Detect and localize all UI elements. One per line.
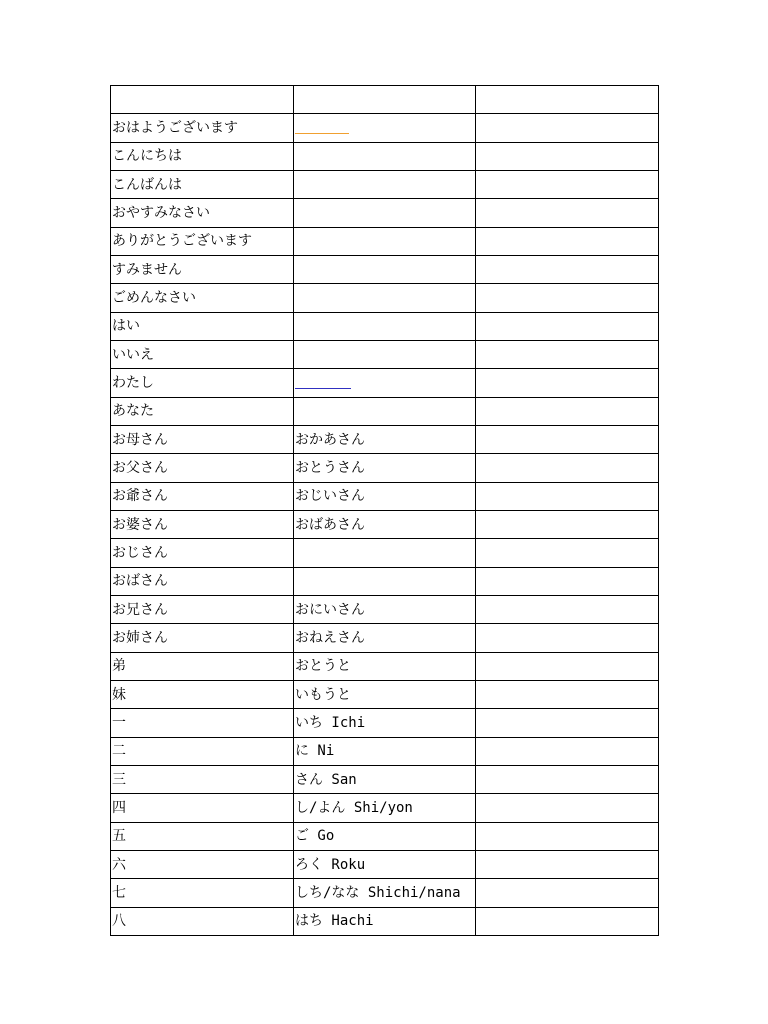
vocabulary-table-body [111,86,659,936]
notes-cell [476,255,659,283]
term-cell: おばさん [111,567,294,595]
notes-cell [476,312,659,340]
notes-cell [476,879,659,907]
term-cell: はい [111,312,294,340]
reading-cell [294,567,476,595]
term-cell: こんにちは [111,142,294,170]
fill-in-blank-line [295,388,351,389]
table-row [111,86,659,114]
reading-cell: おかあさん [294,425,476,453]
reading-cell [294,312,476,340]
reading-cell: おばあさん [294,510,476,538]
term-cell: おじさん [111,539,294,567]
notes-cell [476,425,659,453]
term-cell: 五 [111,822,294,850]
table-row [111,539,659,567]
reading-cell: おとうさん [294,454,476,482]
table-row [111,794,659,822]
term-cell [111,86,294,114]
term-cell: 三 [111,765,294,793]
notes-cell [476,737,659,765]
reading-cell: し/よん Shi/yon [294,794,476,822]
table-row [111,284,659,312]
table-row [111,312,659,340]
reading-cell: おねえさん [294,624,476,652]
term-cell: お婆さん [111,510,294,538]
notes-cell [476,369,659,397]
reading-cell: ご Go [294,822,476,850]
notes-cell [476,765,659,793]
notes-cell [476,567,659,595]
notes-cell [476,680,659,708]
notes-cell [476,595,659,623]
notes-cell [476,907,659,935]
table-row [111,822,659,850]
term-cell: 六 [111,850,294,878]
notes-cell [476,454,659,482]
notes-cell [476,539,659,567]
table-row [111,907,659,935]
term-cell: わたし [111,369,294,397]
notes-cell [476,227,659,255]
reading-cell: おじいさん [294,482,476,510]
notes-cell [476,850,659,878]
term-cell: あなた [111,397,294,425]
reading-cell: いち Ichi [294,709,476,737]
reading-cell [294,227,476,255]
reading-cell [294,199,476,227]
table-row [111,680,659,708]
reading-cell [294,284,476,312]
notes-cell [476,397,659,425]
reading-cell: おにいさん [294,595,476,623]
notes-cell [476,199,659,227]
table-row [111,567,659,595]
term-cell: お兄さん [111,595,294,623]
term-cell: ありがとうございます [111,227,294,255]
notes-cell [476,709,659,737]
table-row [111,454,659,482]
notes-cell [476,482,659,510]
table-row [111,737,659,765]
term-cell: いいえ [111,340,294,368]
notes-cell [476,794,659,822]
notes-cell [476,284,659,312]
notes-cell [476,142,659,170]
table-row [111,652,659,680]
reading-cell: に Ni [294,737,476,765]
term-cell: 二 [111,737,294,765]
table-row [111,510,659,538]
notes-cell [476,510,659,538]
table-row [111,709,659,737]
term-cell: おやすみなさい [111,199,294,227]
reading-cell [294,397,476,425]
term-cell: すみません [111,255,294,283]
reading-cell: いもうと [294,680,476,708]
notes-cell [476,340,659,368]
notes-cell [476,624,659,652]
notes-cell [476,652,659,680]
reading-cell: おとうと [294,652,476,680]
table-row [111,425,659,453]
reading-cell [294,114,476,142]
reading-cell [294,170,476,198]
term-cell: お父さん [111,454,294,482]
notes-cell [476,170,659,198]
notes-cell [476,114,659,142]
term-cell: 一 [111,709,294,737]
table-row [111,170,659,198]
table-row [111,369,659,397]
reading-cell [294,539,476,567]
reading-cell: さん San [294,765,476,793]
reading-cell [294,255,476,283]
reading-cell: しち/なな Shichi/nana [294,879,476,907]
term-cell: こんばんは [111,170,294,198]
table-row [111,227,659,255]
term-cell: 四 [111,794,294,822]
reading-cell [294,142,476,170]
reading-cell [294,369,476,397]
term-cell: お爺さん [111,482,294,510]
term-cell: お母さん [111,425,294,453]
term-cell: おはようございます [111,114,294,142]
table-row [111,595,659,623]
reading-cell [294,340,476,368]
table-row [111,624,659,652]
table-row [111,114,659,142]
reading-cell: ろく Roku [294,850,476,878]
table-row [111,850,659,878]
table-row [111,142,659,170]
notes-cell [476,86,659,114]
table-row [111,255,659,283]
fill-in-blank-line [295,133,349,134]
table-row [111,397,659,425]
table-row [111,482,659,510]
notes-cell [476,822,659,850]
vocabulary-table [110,85,659,936]
table-row [111,765,659,793]
term-cell: ごめんなさい [111,284,294,312]
table-row [111,199,659,227]
term-cell: 妹 [111,680,294,708]
term-cell: 七 [111,879,294,907]
term-cell: お姉さん [111,624,294,652]
term-cell: 八 [111,907,294,935]
table-row [111,340,659,368]
table-row [111,879,659,907]
reading-cell: はち Hachi [294,907,476,935]
term-cell: 弟 [111,652,294,680]
reading-cell [294,86,476,114]
